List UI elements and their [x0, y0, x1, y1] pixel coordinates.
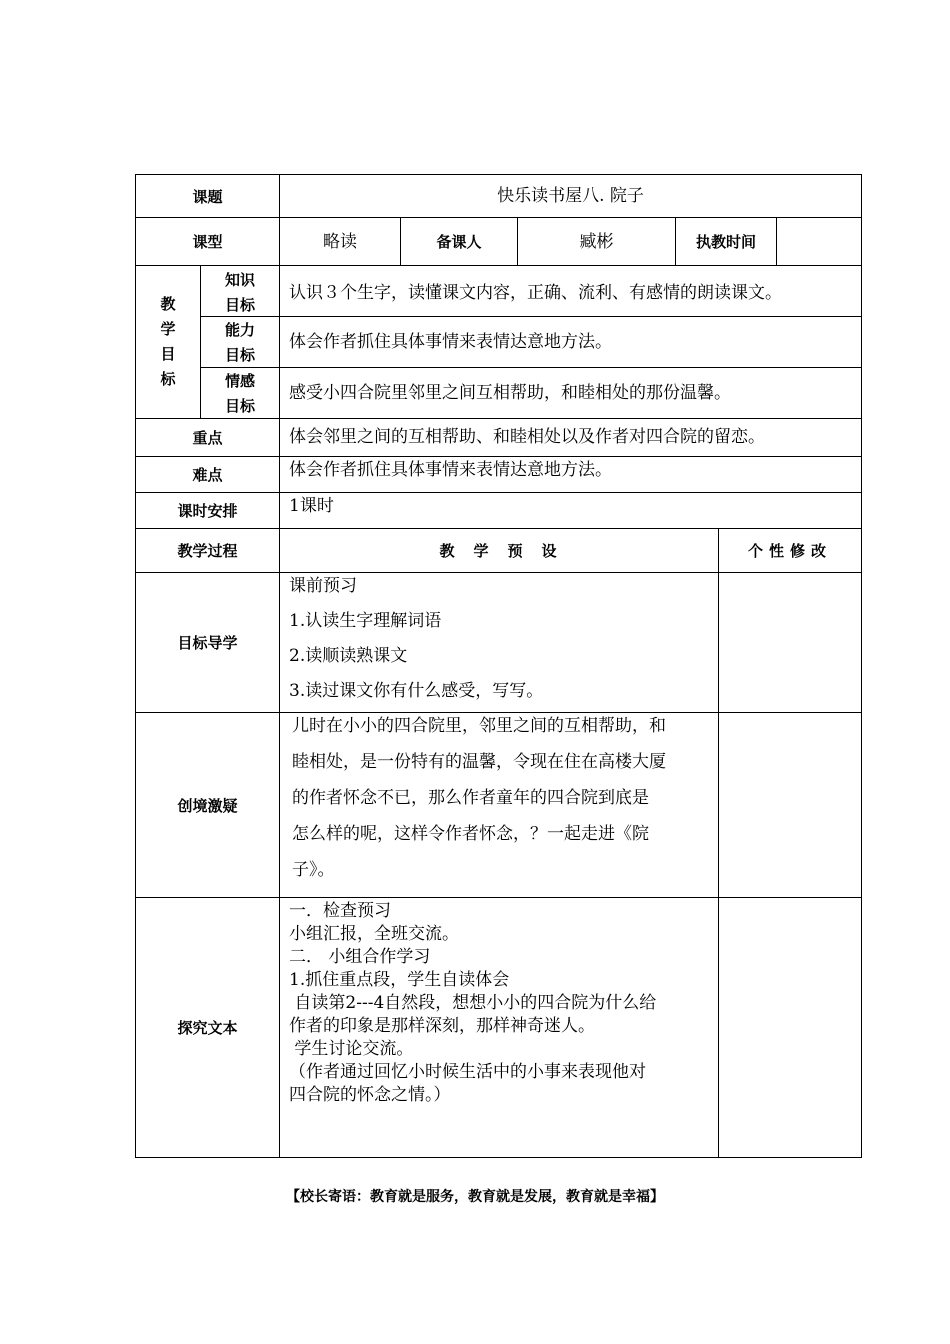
title-label: 课题 — [192, 187, 223, 206]
explore-line: 小组汇报，全班交流。 — [289, 924, 459, 944]
explore-line: 一．检查预习 — [289, 901, 391, 921]
design-header: 教 学 预 设 — [439, 542, 559, 560]
principal-message: 【校长寄语：教育就是服务，教育就是发展，教育就是幸福】 — [286, 1189, 664, 1205]
context-line: 子》。 — [292, 860, 335, 880]
process-label: 教学过程 — [177, 542, 238, 560]
type-value: 略读 — [323, 231, 357, 252]
principal-message-text: 教育就是服务，教育就是发展，教育就是幸福 — [370, 1189, 650, 1205]
explore-line: 作者的印象是那样深刻，那样神奇迷人。 — [289, 1016, 595, 1036]
focus-label: 重点 — [192, 429, 223, 447]
ability-label: 能力 目标 — [224, 321, 255, 364]
time-value — [777, 218, 861, 265]
modify-header: 个性修改 — [747, 542, 832, 560]
guide-line: 1.认读生字理解词语 — [289, 611, 442, 631]
context-line: 的作者怀念不已，那么作者童年的四合院到底是 — [292, 788, 649, 808]
context-content — [292, 714, 666, 894]
focus-text: 体会邻里之间的互相帮助、和睦相处以及作者对四合院的留恋。 — [289, 427, 765, 447]
guide-label: 目标导学 — [177, 634, 238, 652]
emotion-label: 情感 目标 — [224, 372, 255, 415]
difficulty-text: 体会作者抓住具体事情来表情达意地方法。 — [289, 460, 612, 480]
time-label: 执教时间 — [695, 233, 756, 251]
explore-line: （作者通过回忆小时候生活中的小事来表现他对 — [289, 1062, 646, 1082]
knowledge-text: 认识３个生字，读懂课文内容，正确、流利、有感情的朗读课文。 — [289, 283, 782, 303]
context-label: 创境激疑 — [177, 796, 238, 815]
schedule-text: 1课时 — [289, 496, 334, 516]
explore-line: 学生讨论交流。 — [289, 1039, 414, 1059]
explore-content — [289, 900, 656, 1107]
explore-line: 二． 小组合作学习 — [289, 947, 431, 967]
explore-label: 探究文本 — [177, 1019, 238, 1037]
guide-line: 2.读顺读熟课文 — [289, 646, 408, 666]
objectives-group-label: 教 学 目 标 — [160, 295, 176, 388]
ability-text: 体会作者抓住具体事情来表情达意地方法。 — [289, 332, 612, 352]
context-line: 儿时在小小的四合院里，邻里之间的互相帮助，和 — [292, 716, 666, 736]
schedule-label: 课时安排 — [177, 502, 238, 520]
principal-message-label: 校长寄语 — [300, 1189, 356, 1205]
context-line: 怎么样的呢，这样令作者怀念，？一起走进《院 — [292, 824, 649, 844]
guide-line: 3.读过课文你有什么感受，写写。 — [289, 681, 544, 701]
guide-content — [289, 574, 543, 714]
knowledge-label: 知识 目标 — [224, 271, 255, 314]
emotion-text: 感受小四合院里邻里之间互相帮助，和睦相处的那份温馨。 — [289, 383, 731, 403]
guide-line: 课前预习 — [289, 576, 357, 596]
explore-line: 四合院的怀念之情。） — [289, 1085, 451, 1105]
title-value: 快乐读书屋八. 院子 — [497, 186, 644, 206]
type-label: 课型 — [192, 233, 223, 251]
explore-line: 1.抓住重点段，学生自读体会 — [289, 970, 510, 990]
context-line: 睦相处，是一份特有的温馨，令现在住在高楼大厦 — [292, 752, 666, 772]
explore-line: 自读第2---4自然段，想想小小的四合院为什么给 — [289, 993, 657, 1013]
difficulty-label: 难点 — [192, 466, 223, 484]
preparer-value: 臧彬 — [579, 231, 614, 252]
preparer-label: 备课人 — [436, 233, 482, 251]
